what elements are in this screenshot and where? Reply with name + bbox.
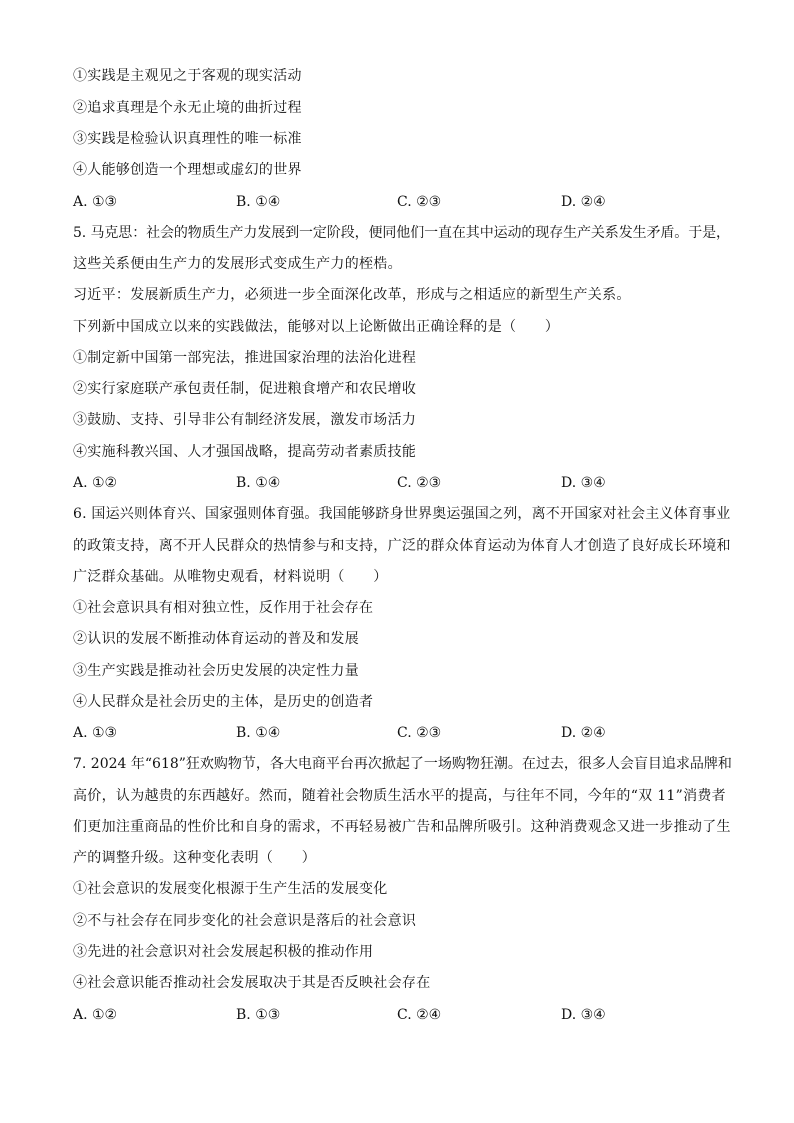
q4-options	[73, 193, 733, 211]
q4-item-2: ②追求真理是个永无止境的曲折过程	[73, 100, 302, 116]
q4-option-a: A. ①③	[73, 194, 118, 210]
q6-item-1: ①社会意识具有相对独立性，反作用于社会存在	[73, 600, 374, 616]
q5-item-4: ④实施科教兴国、人才强国战略，提高劳动者素质技能	[73, 444, 417, 460]
q4-item-3: ③实践是检验认识真理性的唯一标准	[73, 131, 302, 147]
q4-option-d: D. ②④	[561, 194, 606, 210]
q7-item-4: ④社会意识能否推动社会发展取决于其是否反映社会存在	[73, 975, 431, 991]
q5-option-b: B. ①④	[236, 475, 281, 491]
q5-stem-line-3: 习近平：发展新质生产力，必须进一步全面深化改革，形成与之相适应的新型生产关系。	[73, 287, 631, 303]
q5-option-c: C. ②③	[397, 475, 442, 491]
q5-stem-line-2: 这些关系便由生产力的发展形式变成生产力的桎梏。	[73, 256, 402, 272]
q6-item-2: ②认识的发展不断推动体育运动的普及和发展	[73, 631, 359, 647]
q6-item-3: ③生产实践是推动社会历史发展的决定性力量	[73, 663, 359, 679]
q7-item-2: ②不与社会存在同步变化的社会意识是落后的社会意识	[73, 913, 417, 929]
q7-stem-line-4: 产的调整升级。这种变化表明（ ）	[73, 850, 317, 866]
q7-stem-line-3: 们更加注重商品的性价比和自身的需求，不再轻易被广告和品牌所吸引。这种消费观念又进一步推动了生	[73, 819, 731, 835]
q7-item-3: ③先进的社会意识对社会发展起积极的推动作用	[73, 944, 374, 960]
q5-item-1: ①制定新中国第一部宪法，推进国家治理的法治化进程	[73, 350, 417, 366]
q5-stem-line-4: 下列新中国成立以来的实践做法，能够对以上论断做出正确诠释的是（ ）	[73, 319, 560, 335]
q6-stem-line-2: 的政策支持，离不开人民群众的热情参与和支持，广泛的群众体育运动为体育人才创造了良好成长环境和	[73, 538, 731, 554]
q7-item-1: ①社会意识的发展变化根源于生产生活的发展变化	[73, 881, 388, 897]
q5-stem-line-1: 5. 马克思：社会的物质生产力发展到一定阶段，便同他们一直在其中运动的现存生产关系发生矛盾。于是，	[73, 225, 730, 241]
q7-stem-line-2: 高价，认为越贵的东西越好。然而，随着社会物质生活水平的提高，与往年不同，今年的“双 11”消费者	[73, 788, 726, 804]
q7-option-b: B. ①③	[236, 1007, 281, 1023]
q6-option-c: C. ②③	[397, 725, 442, 741]
q7-stem-line-1: 7. 2024 年“618”狂欢购物节，各大电商平台再次掀起了一场购物狂潮。在过去，很多人会盲目追求品牌和	[73, 756, 732, 772]
q5-item-2: ②实行家庭联产承包责任制，促进粮食增产和农民增收	[73, 381, 417, 397]
q6-option-b: B. ①④	[236, 725, 281, 741]
q4-option-b: B. ①④	[236, 194, 281, 210]
q6-item-4: ④人民群众是社会历史的主体，是历史的创造者	[73, 694, 374, 710]
q6-stem-line-1: 6. 国运兴则体育兴、国家强则体育强。我国能够跻身世界奥运强国之列，离不开国家对社会主义体育事业	[73, 506, 731, 522]
q6-stem-line-3: 广泛群众基础。从唯物史观看，材料说明（ ）	[73, 569, 388, 585]
q5-item-3: ③鼓励、支持、引导非公有制经济发展，激发市场活力	[73, 412, 417, 428]
q4-option-c: C. ②③	[397, 194, 442, 210]
q5-option-d: D. ③④	[561, 475, 606, 491]
q6-option-a: A. ①③	[73, 725, 118, 741]
q6-options	[73, 724, 733, 742]
q7-option-c: C. ②④	[397, 1007, 442, 1023]
q7-options	[73, 1006, 733, 1024]
q6-option-d: D. ②④	[561, 725, 606, 741]
q7-option-a: A. ①②	[73, 1007, 118, 1023]
q4-item-1: ①实践是主观见之于客观的现实活动	[73, 68, 302, 84]
q5-option-a: A. ①②	[73, 475, 118, 491]
q4-item-4: ④人能够创造一个理想或虚幻的世界	[73, 162, 302, 178]
q5-options	[73, 474, 733, 492]
q7-option-d: D. ③④	[561, 1007, 606, 1023]
